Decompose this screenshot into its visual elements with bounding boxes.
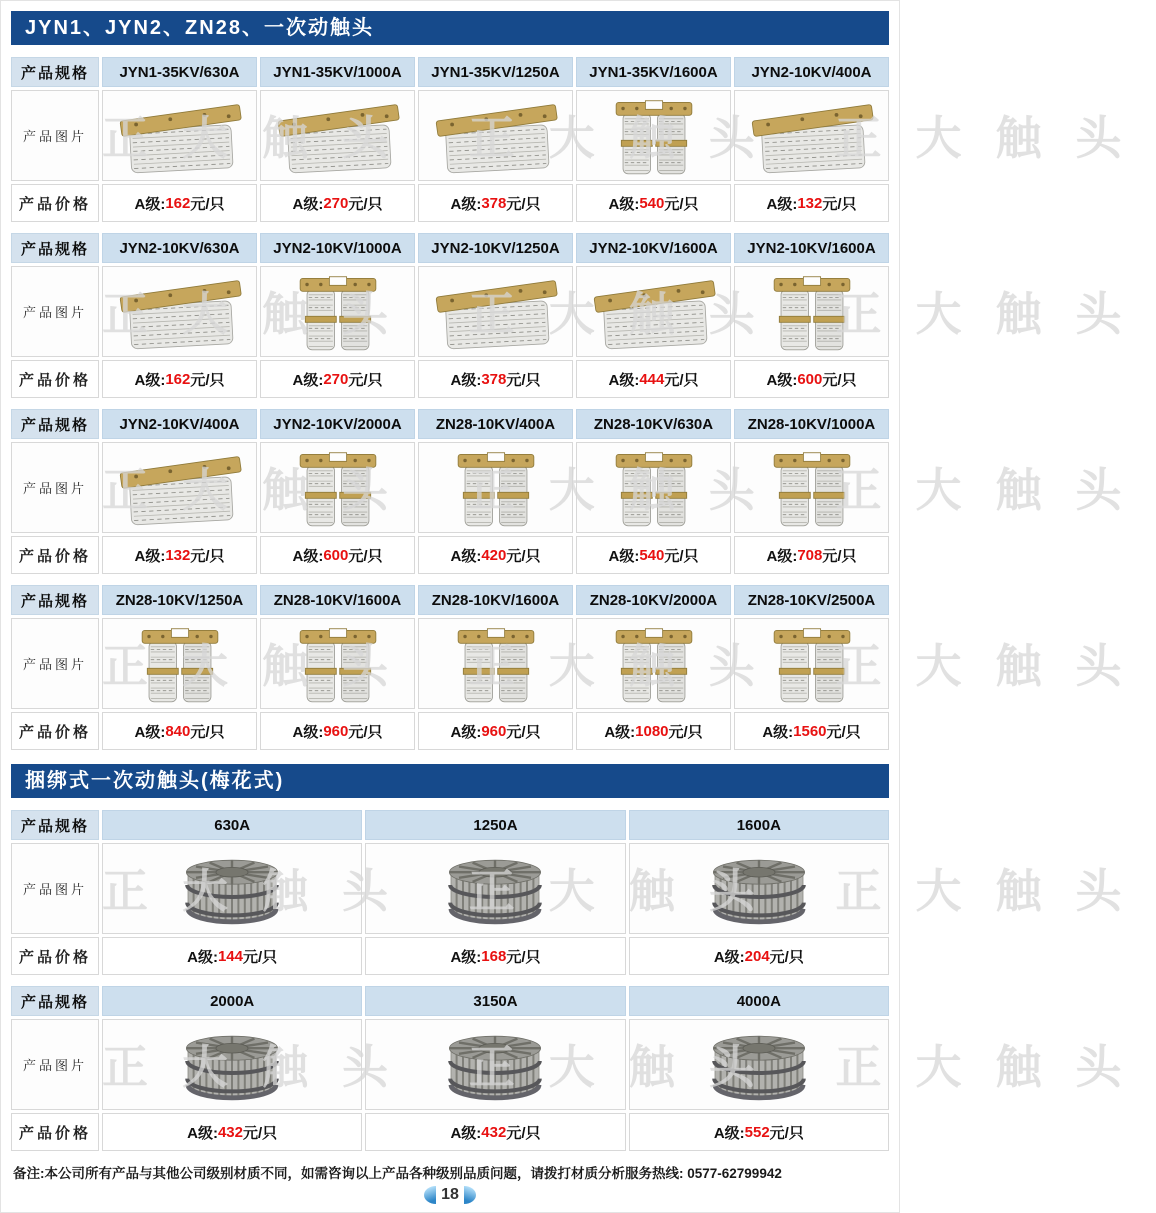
spec-header-cell: ZN28-10KV/2500A (734, 585, 889, 615)
price-grade-label: A级: (608, 547, 640, 565)
row-label-image: 产品图片 (11, 442, 99, 533)
price-unit-label: 元/只 (190, 723, 225, 741)
stack-contact-image (578, 269, 730, 355)
price-value: 378 (481, 370, 507, 388)
row-label-image: 产品图片 (11, 266, 99, 357)
price-value: 840 (165, 722, 191, 740)
price-value: 708 (797, 546, 823, 564)
stack-contact-image (736, 93, 888, 179)
tall-contact-image (736, 445, 888, 531)
price-cell (365, 1113, 625, 1151)
stack-contact-image (262, 93, 414, 179)
watermark-text: 正大触头 正大触头 正大触头 (102, 1041, 1156, 1093)
price-cell (102, 360, 257, 398)
page-decor-right-icon (464, 1186, 476, 1204)
price-value: 132 (797, 194, 823, 212)
product-table (11, 409, 1156, 574)
price-unit-label: 元/只 (190, 371, 225, 389)
ring-contact-image (670, 845, 848, 933)
spec-header-cell: 4000A (629, 986, 889, 1016)
tall-contact-image (736, 269, 888, 355)
price-unit-label: 元/只 (664, 195, 699, 213)
section-tables-tulip-contacts (11, 810, 1156, 1151)
spec-header-cell: ZN28-10KV/400A (418, 409, 573, 439)
section-title-bar: 捆绑式一次动触头(梅花式) (11, 764, 889, 798)
price-cell (576, 360, 731, 398)
spec-header-cell: JYN2-10KV/1600A (576, 233, 731, 263)
price-value: 432 (217, 1123, 243, 1141)
product-image-cell (365, 843, 625, 934)
product-image-cell (734, 442, 889, 533)
price-value: 444 (639, 370, 665, 388)
price-grade-label: A级: (292, 371, 324, 389)
price-unit-label: 元/只 (822, 371, 857, 389)
row-label-spec: 产品规格 (11, 233, 99, 263)
tall-contact-image (262, 269, 414, 355)
price-cell (102, 1113, 362, 1151)
price-grade-label: A级: (608, 195, 640, 213)
watermark-text: 正大触头 正大触头 正大触头 (102, 865, 1156, 917)
price-unit-label: 元/只 (243, 948, 278, 966)
spec-header-cell: JYN1-35KV/1600A (576, 57, 731, 87)
row-label-image: 产品图片 (11, 843, 99, 934)
product-image-cell (576, 90, 731, 181)
price-cell (576, 712, 731, 750)
price-unit-label: 元/只 (190, 547, 225, 565)
row-label-price: 产品价格 (11, 536, 99, 574)
price-cell (629, 937, 889, 975)
price-cell (260, 536, 415, 574)
watermark-text: 正大触头 正大触头 正大触头 (102, 288, 1156, 340)
product-image-cell (576, 618, 731, 709)
price-value: 144 (217, 947, 243, 965)
price-grade-label: A级: (713, 1124, 745, 1142)
spec-header-cell: ZN28-10KV/1000A (734, 409, 889, 439)
tall-contact-image (262, 445, 414, 531)
price-cell (734, 360, 889, 398)
product-image-cell (418, 266, 573, 357)
product-image-cell (629, 1019, 889, 1110)
price-value: 600 (797, 370, 823, 388)
product-image-cell (260, 266, 415, 357)
hotline-number: 0577-62799942 (687, 1166, 782, 1181)
tall-contact-image (262, 621, 414, 707)
row-label-spec: 产品规格 (11, 409, 99, 439)
price-grade-label: A级: (608, 371, 640, 389)
page-number: 18 (441, 1186, 459, 1203)
price-unit-label: 元/只 (348, 371, 383, 389)
price-unit-label: 元/只 (506, 195, 541, 213)
spec-header-cell: JYN2-10KV/1250A (418, 233, 573, 263)
product-table (11, 57, 1156, 222)
spec-header-cell: JYN2-10KV/2000A (260, 409, 415, 439)
page-decor-left-icon (424, 1186, 436, 1204)
price-unit-label: 元/只 (769, 948, 804, 966)
price-grade-label: A级: (762, 723, 794, 741)
spec-header-cell: 2000A (102, 986, 362, 1016)
product-image-cell (102, 843, 362, 934)
price-unit-label: 元/只 (506, 371, 541, 389)
price-cell (734, 184, 889, 222)
tall-contact-image (420, 445, 572, 531)
price-value: 162 (165, 370, 191, 388)
price-cell (260, 184, 415, 222)
product-image-cell (629, 843, 889, 934)
tall-contact-image (578, 445, 730, 531)
spec-header-cell: JYN2-10KV/1600A (734, 233, 889, 263)
spec-header-cell: JYN1-35KV/630A (102, 57, 257, 87)
ring-contact-image (670, 1021, 848, 1109)
tall-contact-image (420, 621, 572, 707)
price-unit-label: 元/只 (664, 547, 699, 565)
price-cell (418, 360, 573, 398)
price-cell (365, 937, 625, 975)
price-grade-label: A级: (766, 547, 798, 565)
tall-contact-image (104, 621, 256, 707)
price-grade-label: A级: (134, 723, 166, 741)
ring-contact-image (406, 845, 584, 933)
spec-header-cell: ZN28-10KV/1250A (102, 585, 257, 615)
product-image-cell (576, 266, 731, 357)
price-value: 600 (323, 546, 349, 564)
price-grade-label: A级: (713, 948, 745, 966)
price-value: 270 (323, 194, 349, 212)
price-grade-label: A级: (450, 195, 482, 213)
stack-contact-image (420, 269, 572, 355)
price-cell (576, 184, 731, 222)
row-label-price: 产品价格 (11, 184, 99, 222)
watermark-text: 正大触头 正大触头 正大触头 (102, 464, 1156, 516)
price-cell (102, 937, 362, 975)
product-image-cell (734, 266, 889, 357)
price-cell (260, 360, 415, 398)
row-label-price: 产品价格 (11, 937, 99, 975)
price-unit-label: 元/只 (769, 1124, 804, 1142)
price-grade-label: A级: (292, 547, 324, 565)
price-unit-label: 元/只 (190, 195, 225, 213)
spec-header-cell: JYN2-10KV/1000A (260, 233, 415, 263)
price-grade-label: A级: (450, 1124, 482, 1142)
row-label-price: 产品价格 (11, 712, 99, 750)
product-image-cell (576, 442, 731, 533)
price-cell (734, 712, 889, 750)
price-unit-label: 元/只 (506, 948, 541, 966)
price-unit-label: 元/只 (822, 547, 857, 565)
price-unit-label: 元/只 (668, 723, 703, 741)
spec-header-cell: JYN1-35KV/1250A (418, 57, 573, 87)
row-label-spec: 产品规格 (11, 986, 99, 1016)
row-label-spec: 产品规格 (11, 57, 99, 87)
price-value: 270 (323, 370, 349, 388)
price-unit-label: 元/只 (348, 723, 383, 741)
price-unit-label: 元/只 (348, 195, 383, 213)
price-value: 432 (481, 1123, 507, 1141)
price-unit-label: 元/只 (506, 723, 541, 741)
tall-contact-image (578, 93, 730, 179)
price-value: 540 (639, 546, 665, 564)
spec-header-cell: 1250A (365, 810, 625, 840)
footer-note (13, 1162, 887, 1182)
product-image-cell (260, 442, 415, 533)
product-image-cell (102, 442, 257, 533)
watermark-text: 正大触头 正大触头 正大触头 (102, 112, 1156, 164)
product-table (11, 986, 1156, 1151)
spec-header-cell: ZN28-10KV/630A (576, 409, 731, 439)
product-image-cell (418, 90, 573, 181)
price-grade-label: A级: (292, 195, 324, 213)
price-unit-label: 元/只 (664, 371, 699, 389)
product-image-cell (734, 618, 889, 709)
price-grade-label: A级: (450, 547, 482, 565)
row-label-price: 产品价格 (11, 360, 99, 398)
spec-header-cell: 630A (102, 810, 362, 840)
product-image-cell (260, 618, 415, 709)
spec-header-cell: ZN28-10KV/1600A (260, 585, 415, 615)
row-label-image: 产品图片 (11, 90, 99, 181)
product-image-cell (365, 1019, 625, 1110)
price-value: 540 (639, 194, 665, 212)
ring-contact-image (143, 1021, 321, 1109)
stack-contact-image (104, 269, 256, 355)
price-unit-label: 元/只 (506, 1124, 541, 1142)
product-image-cell (418, 442, 573, 533)
price-value: 1080 (635, 722, 669, 740)
price-value: 162 (165, 194, 191, 212)
price-grade-label: A级: (292, 723, 324, 741)
price-cell (418, 184, 573, 222)
spec-header-cell: 3150A (365, 986, 625, 1016)
price-cell (629, 1113, 889, 1151)
spec-header-cell: JYN2-10KV/400A (102, 409, 257, 439)
product-image-cell (102, 90, 257, 181)
price-cell (418, 712, 573, 750)
row-label-price: 产品价格 (11, 1113, 99, 1151)
price-grade-label: A级: (187, 948, 218, 966)
price-cell (102, 536, 257, 574)
product-table (11, 810, 1156, 975)
price-unit-label: 元/只 (826, 723, 861, 741)
spec-header-cell: 1600A (629, 810, 889, 840)
section-tables-primary-contacts (11, 57, 1156, 750)
product-image-cell (260, 90, 415, 181)
price-cell (734, 536, 889, 574)
price-value: 132 (165, 546, 191, 564)
price-value: 552 (744, 1123, 770, 1141)
product-table (11, 233, 1156, 398)
price-cell (418, 536, 573, 574)
product-image-cell (734, 90, 889, 181)
price-value: 960 (323, 722, 349, 740)
watermark-text: 正大触头 正大触头 正大触头 (102, 640, 1156, 692)
spec-header-cell: JYN1-35KV/1000A (260, 57, 415, 87)
price-grade-label: A级: (134, 547, 166, 565)
price-grade-label: A级: (187, 1124, 218, 1142)
price-value: 378 (481, 194, 507, 212)
price-grade-label: A级: (450, 723, 482, 741)
product-image-cell (102, 618, 257, 709)
price-cell (102, 184, 257, 222)
price-grade-label: A级: (766, 195, 798, 213)
price-unit-label: 元/只 (348, 547, 383, 565)
price-value: 960 (481, 722, 507, 740)
price-grade-label: A级: (450, 948, 482, 966)
price-value: 168 (481, 947, 507, 965)
price-grade-label: A级: (134, 371, 166, 389)
tall-contact-image (578, 621, 730, 707)
price-cell (576, 536, 731, 574)
spec-header-cell: JYN2-10KV/630A (102, 233, 257, 263)
stack-contact-image (420, 93, 572, 179)
price-cell (260, 712, 415, 750)
product-image-cell (102, 1019, 362, 1110)
section-title-bar: JYN1、JYN2、ZN28、一次动触头 (11, 11, 889, 45)
tall-contact-image (736, 621, 888, 707)
ring-contact-image (406, 1021, 584, 1109)
price-value: 420 (481, 546, 507, 564)
price-cell (102, 712, 257, 750)
price-value: 204 (744, 947, 770, 965)
note-text: 备注:本公司所有产品与其他公司级别材质不同，如需咨询以上产品各种级别品质问题，请拨打材质分析服务热线: (13, 1166, 688, 1181)
price-grade-label: A级: (766, 371, 798, 389)
spec-header-cell: ZN28-10KV/1600A (418, 585, 573, 615)
product-table (11, 585, 1156, 750)
product-image-cell (102, 266, 257, 357)
ring-contact-image (143, 845, 321, 933)
row-label-image: 产品图片 (11, 1019, 99, 1110)
price-grade-label: A级: (134, 195, 166, 213)
stack-contact-image (104, 445, 256, 531)
price-unit-label: 元/只 (822, 195, 857, 213)
row-label-image: 产品图片 (11, 618, 99, 709)
price-grade-label: A级: (604, 723, 636, 741)
price-value: 1560 (793, 722, 827, 740)
price-unit-label: 元/只 (506, 547, 541, 565)
price-unit-label: 元/只 (243, 1124, 278, 1142)
spec-header-cell: ZN28-10KV/2000A (576, 585, 731, 615)
price-grade-label: A级: (450, 371, 482, 389)
product-image-cell (418, 618, 573, 709)
spec-header-cell: JYN2-10KV/400A (734, 57, 889, 87)
stack-contact-image (104, 93, 256, 179)
page-footer (11, 1186, 889, 1204)
row-label-spec: 产品规格 (11, 585, 99, 615)
row-label-spec: 产品规格 (11, 810, 99, 840)
